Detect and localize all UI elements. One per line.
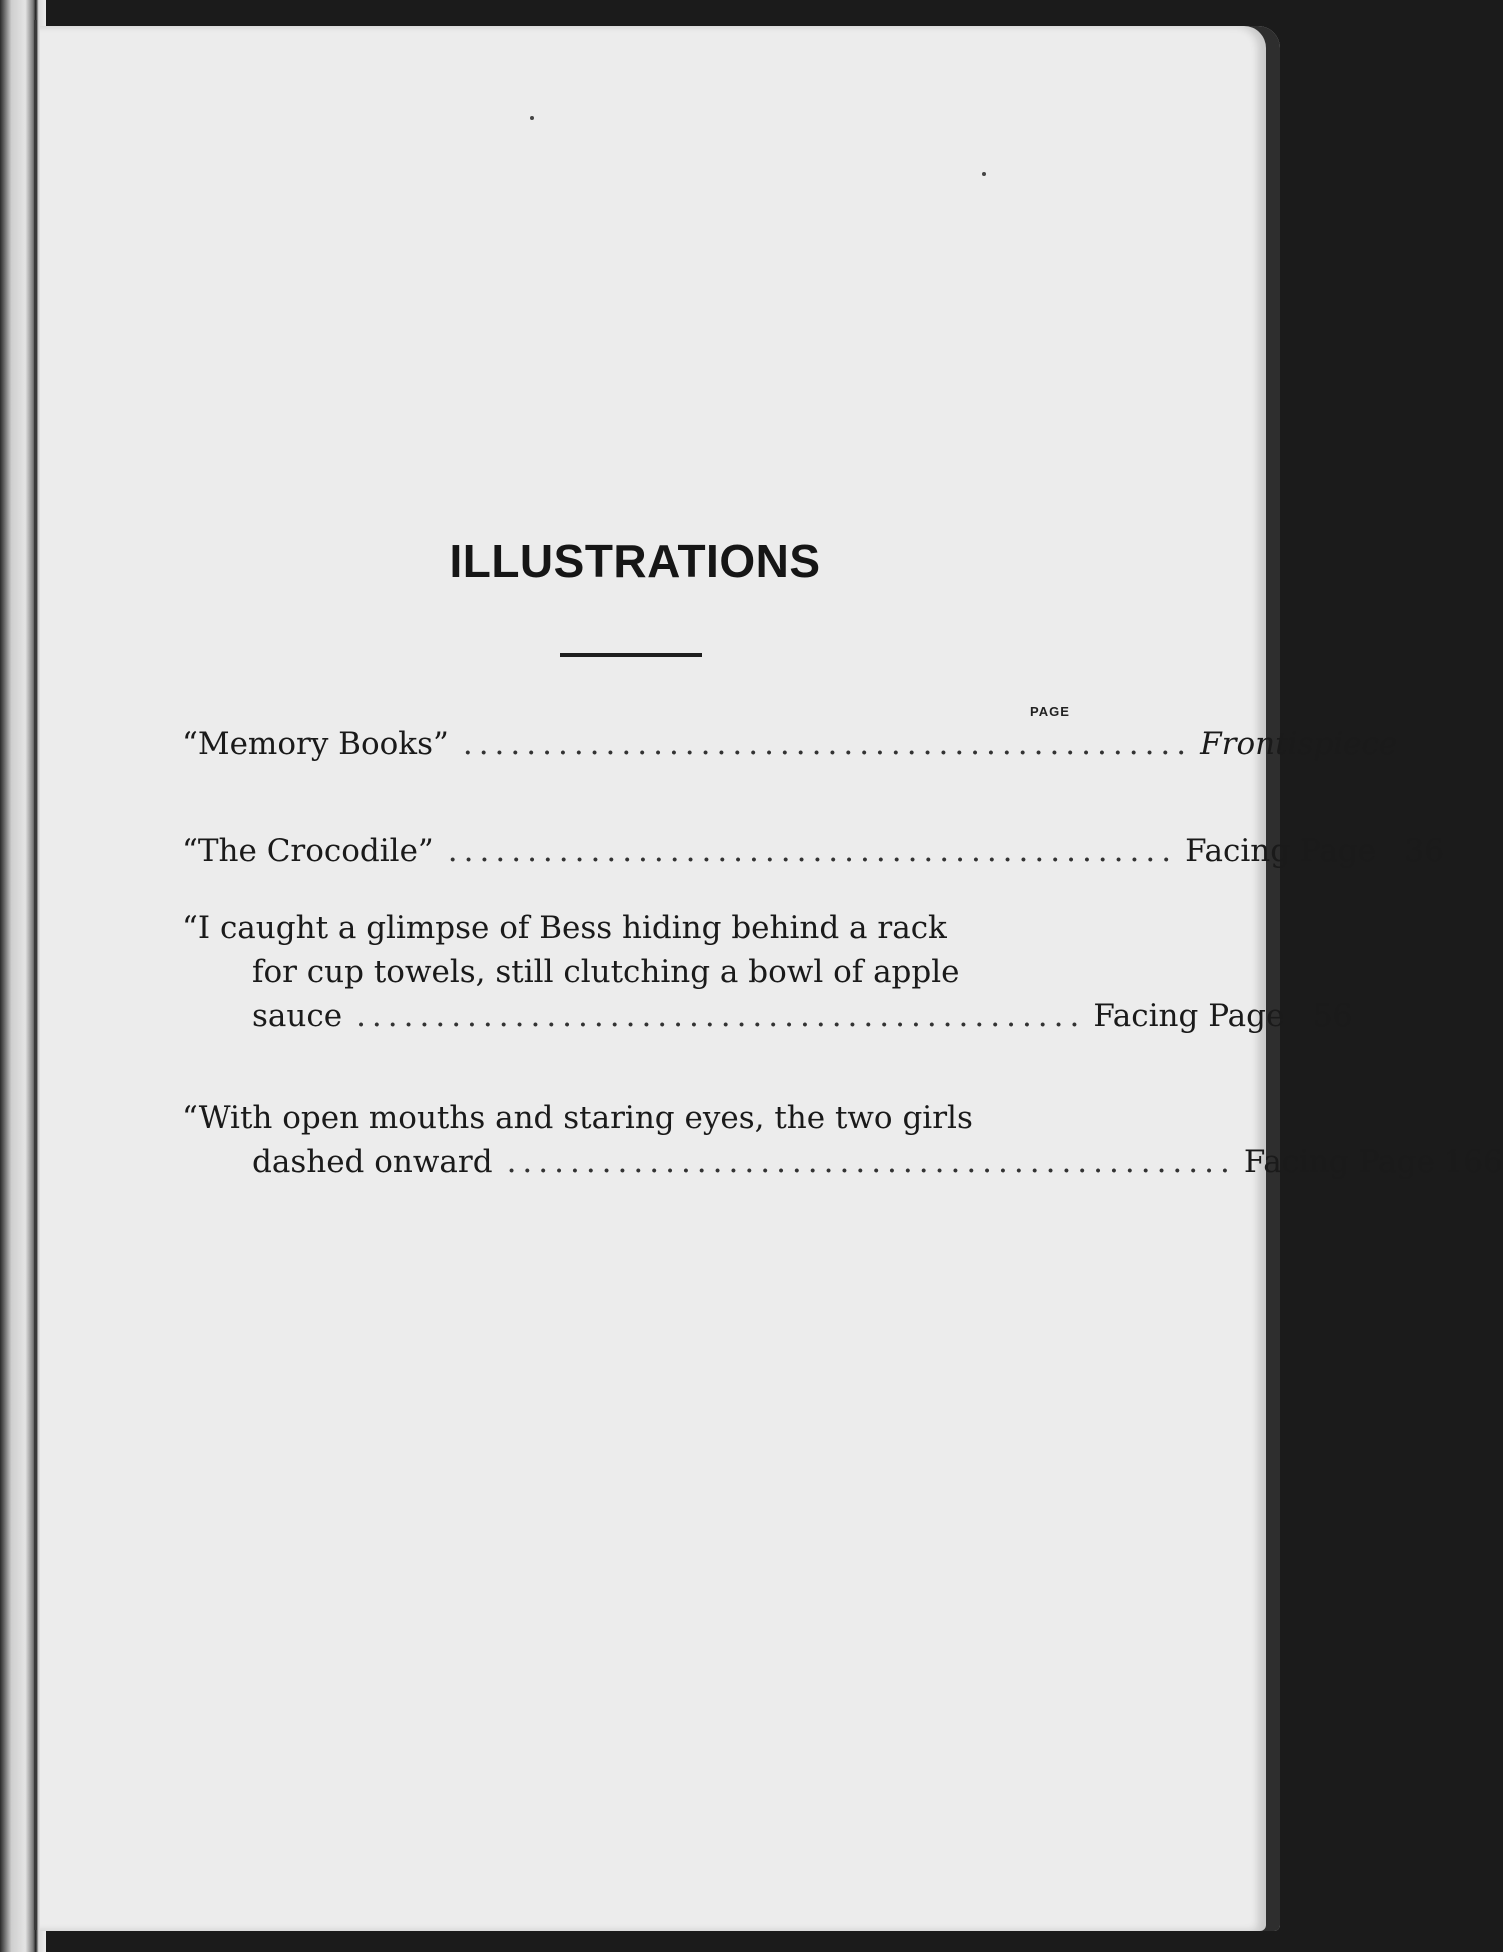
entry-caption: “The Crocodile”: [182, 833, 434, 869]
entry-caption: “I caught a glimpse of Bess hiding behind a rack: [182, 910, 947, 946]
entry-line: [182, 1096, 1076, 1140]
entry-caption: “With open mouths and staring eyes, the two girls: [182, 1100, 973, 1136]
entry-caption: dashed onward: [252, 1144, 493, 1180]
entry-line: [182, 722, 1398, 766]
illustration-entry: [182, 906, 1353, 1038]
illustration-entry: [182, 1096, 1503, 1184]
dot-leader: ..............................................: [356, 998, 1086, 1034]
illustration-entry: [182, 722, 1398, 766]
entry-page-number: 36: [1404, 833, 1445, 869]
entry-line: [182, 906, 1076, 950]
entry-page-number: 56: [1312, 998, 1353, 1034]
dot-leader: ..............................................: [506, 1144, 1236, 1180]
entry-caption: for cup towels, still clutching a bowl of apple: [252, 954, 960, 990]
dot-leader: ..............................................: [447, 833, 1178, 869]
entry-reference-label: Facing Page: [1185, 833, 1377, 869]
entry-line: [182, 1140, 1503, 1184]
entry-page-reference: [1185, 829, 1444, 873]
dot-leader: ..............................................: [462, 726, 1193, 762]
page-column-label: PAGE: [1030, 704, 1070, 719]
entry-page-number: 166: [1443, 1144, 1503, 1180]
illustration-entry: [182, 829, 1445, 873]
page-title: ILLUSTRATIONS: [449, 535, 821, 587]
entry-page-reference: Frontispiece: [1200, 726, 1398, 762]
paper-speck: [530, 116, 534, 120]
entry-reference-label: Facing Page: [1093, 998, 1285, 1034]
entry-page-reference: [1093, 994, 1352, 1038]
paper-speck: [982, 172, 986, 176]
entry-line: [182, 829, 1445, 873]
entry-line: [182, 994, 1353, 1038]
entry-page-reference: [1244, 1140, 1503, 1184]
entry-line: [182, 950, 1076, 994]
entry-caption: “Memory Books”: [182, 726, 449, 762]
entry-caption: sauce: [252, 998, 343, 1034]
entry-reference-label: Facing Page: [1243, 1144, 1435, 1180]
book-spine: [34, 20, 37, 1930]
title-rule: [560, 653, 702, 657]
